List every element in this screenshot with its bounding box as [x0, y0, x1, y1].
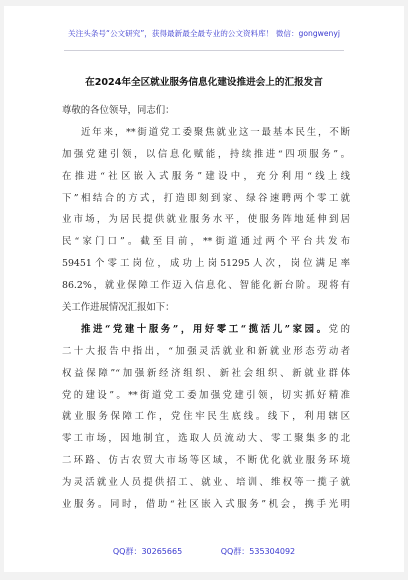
body-line: 关工作进展情况汇报如下： — [62, 302, 175, 314]
footer-qq-group-1: QQ群：30265665 — [112, 547, 183, 556]
body-line: 86.2%，就业保障工作迈入信息化、智能化新台阶。现将有 — [62, 280, 350, 292]
document-body — [62, 100, 350, 516]
body-line: 零工市场，因地制宜，选取人员流动大、零工聚集多的北 — [62, 433, 350, 445]
body-line: 民“家门口”。截至目前，**街道通过两个平台共发布 — [62, 236, 350, 248]
body-line: 业服务。同时，借助“社区嵌入式服务”机会，携手光明 — [62, 499, 350, 511]
body-line: 在推进“社区嵌入式服务”建设中，充分利用“线上线 — [62, 170, 350, 182]
document-title: 在2024年全区就业服务信息化建设推进会上的汇报发言 — [85, 77, 323, 88]
body-line: 就业服务保障工作，党住牢民生底线。线下，利用辖区 — [62, 411, 350, 423]
page-footer — [4, 546, 404, 557]
body-line: 业市场，为居民提供就业服务水平，使服务阵地延伸到居 — [62, 214, 350, 226]
body-line: 权益保障”“加强新经济组织、新社会组织、新就业群体 — [62, 367, 350, 379]
salutation-line: 尊敬的各位领导，同志们： — [62, 105, 175, 116]
footer-qq-group-2: QQ群：535304092 — [220, 547, 296, 556]
body-line: 加强党建引领，以信息化赋能，持续推进“四项服务”。 — [62, 148, 350, 160]
header-divider — [64, 50, 344, 51]
page-header-notice: 关注头条号“公文研究”，获得最新最全最专业的公文资料库！ 微信：gongwenyj — [68, 29, 340, 38]
body-text: 党的 — [328, 323, 350, 335]
body-line: 近年来，**街道党工委聚焦就业这一最基本民生，不断 — [81, 126, 350, 138]
body-line: 党的建设”。**街道党工委加强党建引领，切实抓好精准 — [62, 389, 350, 401]
body-line: 二环路、仿古农贸大市场等区域，不断优化就业服务环境 — [62, 455, 350, 467]
body-line: 下”相结合的方式，打造即刻到家、绿谷速聘两个零工就 — [62, 192, 350, 204]
section-heading: 推进“党建十服务”，用好零工“揽活儿”家园。 — [81, 323, 329, 335]
section-heading-line — [62, 319, 350, 341]
body-line: 二十大报告中指出，“加强灵活就业和新就业形态劳动者 — [62, 345, 350, 357]
body-line: 为灵活就业人员提供招工、就业、培训、维权等一揽子就 — [62, 477, 350, 489]
body-line: 59451个零工岗位，成功上岗51295人次，岗位满足率 — [62, 258, 350, 270]
document-page — [4, 6, 404, 572]
